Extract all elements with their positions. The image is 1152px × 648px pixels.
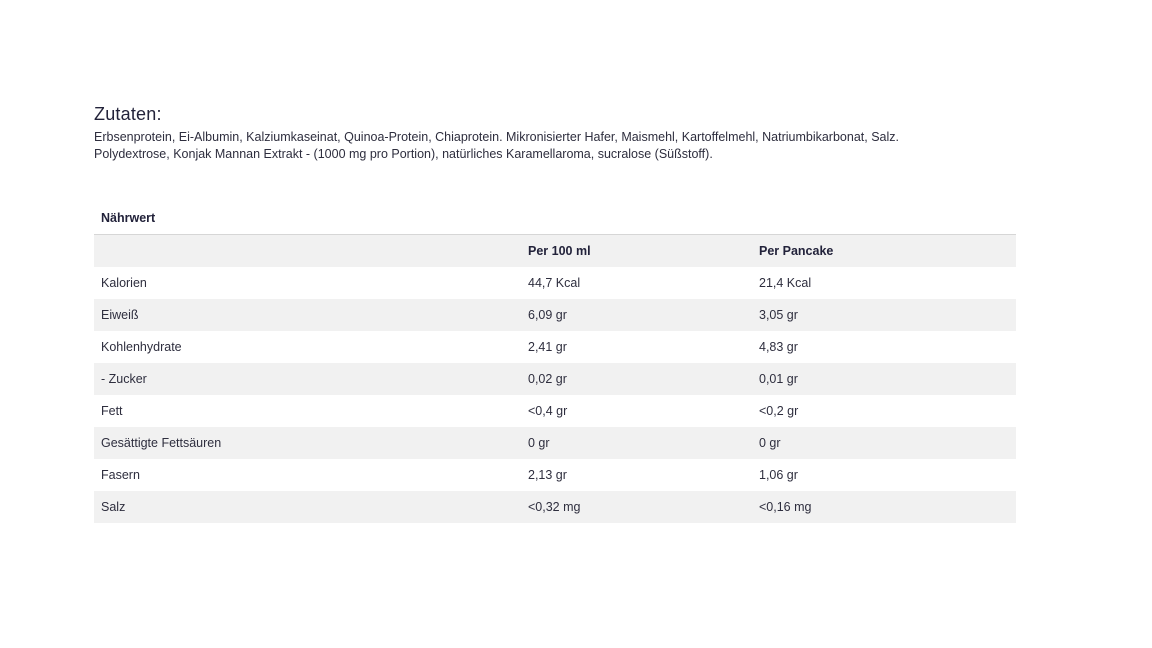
nutrient-label: Salz [101,500,126,514]
per-pancake-value: 0 gr [759,436,781,450]
nutrient-label: Kalorien [101,276,147,290]
per-100ml-value: <0,4 gr [528,404,568,418]
per-100ml-value: 2,13 gr [528,468,567,482]
per-100ml-value: 44,7 Kcal [528,276,581,290]
table-row [94,299,1016,331]
column-header-per-pancake: Per Pancake [759,244,834,258]
nutrient-label: Fett [101,404,123,418]
ingredients-line-2: Polydextrose, Konjak Mannan Extrakt - (1000 mg pro Portion), natürliches Karamellaroma, sucralose (Süßstoff). [94,147,713,161]
table-row [94,331,1016,363]
per-100ml-value: 6,09 gr [528,308,567,322]
per-pancake-value: 3,05 gr [759,308,798,322]
column-header-nutrient [94,235,521,267]
nutrition-title: Nährwert [94,203,1016,235]
table-row [94,395,1016,427]
ingredients-section [94,104,1024,163]
ingredients-heading: Zutaten: [94,104,162,124]
table-row [94,363,1016,395]
table-row [94,267,1016,299]
nutrient-label: - Zucker [101,372,147,386]
nutrition-section [94,203,1016,523]
ingredients-line-1: Erbsenprotein, Ei-Albumin, Kalziumkaseinat, Quinoa-Protein, Chiaprotein. Mikronisierter Hafer, Maismehl, Kartoffelmehl, Natriumbikarbonat, Salz. [94,130,899,144]
nutrition-header-row [94,235,1016,267]
per-pancake-value: 0,01 gr [759,372,798,386]
table-row [94,459,1016,491]
ingredients-text [94,129,1024,163]
per-pancake-value: 4,83 gr [759,340,798,354]
per-100ml-value: <0,32 mg [528,500,581,514]
per-pancake-value: <0,2 gr [759,404,799,418]
nutrient-label: Eiweiß [101,308,139,322]
nutrient-label: Kohlenhydrate [101,340,182,354]
column-header-per-100ml: Per 100 ml [528,244,591,258]
table-row [94,491,1016,523]
per-pancake-value: 1,06 gr [759,468,798,482]
per-100ml-value: 0,02 gr [528,372,567,386]
per-pancake-value: <0,16 mg [759,500,812,514]
table-row [94,427,1016,459]
nutrition-table [94,235,1016,523]
nutrient-label: Fasern [101,468,140,482]
per-100ml-value: 2,41 gr [528,340,567,354]
nutrient-label: Gesättigte Fettsäuren [101,436,222,450]
per-100ml-value: 0 gr [528,436,550,450]
per-pancake-value: 21,4 Kcal [759,276,812,290]
